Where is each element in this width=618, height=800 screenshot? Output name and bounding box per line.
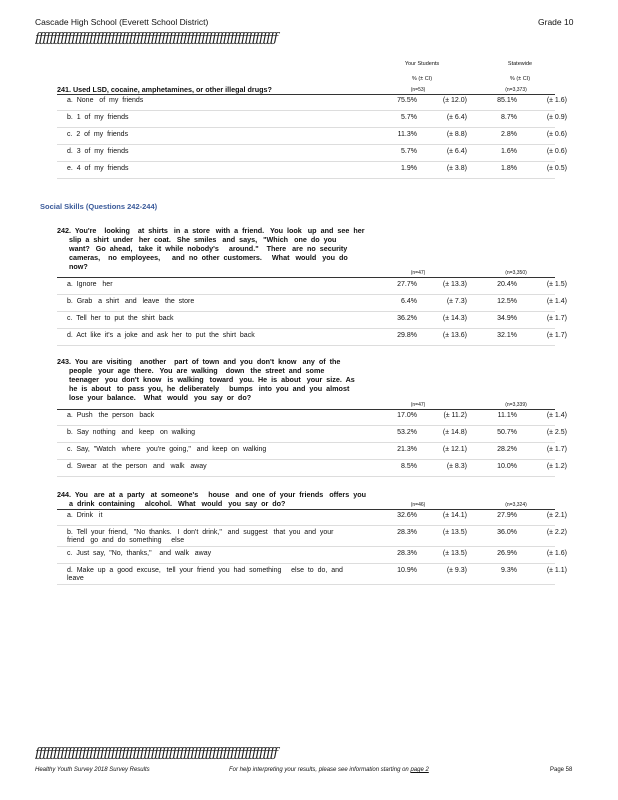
page-number: Page 58 (550, 767, 573, 773)
statewide-percent: 2.8% (501, 131, 517, 138)
answer-row (57, 312, 567, 329)
row-separator (57, 345, 555, 346)
bottom-rule: ƒƒƒƒƒƒƒƒƒƒƒƒƒƒƒƒƒƒƒƒƒƒƒƒƒƒƒƒƒƒƒƒƒƒƒƒƒƒƒƒƒƒƒƒƒƒƒƒƒƒƒƒƒƒƒƒƒƒƒƒƒƒƒƒƒƒƒ (35, 746, 277, 761)
n-state-243: (n=3,339) (505, 402, 527, 408)
statewide-percent: 34.9% (497, 315, 517, 322)
statewide-ci: (± 1.7) (546, 315, 567, 322)
statewide-ci: (± 0.5) (546, 165, 567, 172)
your-students-percent: 10.9% (397, 567, 417, 574)
footer-help-text: For help interpreting your results, please see information starting on (229, 767, 411, 773)
answer-row (57, 564, 567, 585)
col-your-students: Your Students (404, 61, 440, 67)
statewide-percent: 20.4% (497, 281, 517, 288)
n-state-241: (n=3,373) (505, 87, 527, 93)
school-header: Cascade High School (Everett School District) (35, 17, 209, 27)
statewide-percent: 11.1% (497, 412, 517, 419)
statewide-ci: (± 2.2) (546, 529, 567, 536)
answer-label: d. 3 of my friends (67, 148, 129, 155)
row-separator (57, 178, 555, 179)
n-your-243: (n=47) (410, 402, 426, 408)
n-your-244: (n=46) (410, 502, 426, 508)
question-243-block (35, 355, 567, 485)
statewide-ci: (± 1.7) (546, 446, 567, 453)
statewide-ci: (± 0.9) (546, 114, 567, 121)
answer-label: c. 2 of my friends (67, 131, 129, 138)
your-students-ci: (± 3.8) (446, 165, 467, 172)
statewide-percent: 50.7% (497, 429, 517, 436)
your-students-ci: (± 13.3) (442, 281, 467, 288)
answer-label: a. None of my friends (67, 97, 144, 104)
your-students-ci: (± 14.1) (442, 512, 467, 519)
your-students-percent: 6.4% (401, 298, 417, 305)
answer-label: e. 4 of my friends (67, 165, 129, 172)
answer-row (57, 162, 567, 179)
statewide-ci: (± 0.6) (546, 131, 567, 138)
grade-label: Grade 10 (538, 17, 574, 27)
your-students-ci: (± 6.4) (446, 148, 467, 155)
n-state-242: (n=3,350) (505, 270, 527, 276)
statewide-percent: 1.6% (501, 148, 517, 155)
answer-label: c. Tell her to put the shirt back (67, 315, 174, 322)
statewide-percent: 9.3% (501, 567, 517, 574)
answer-label: b. Grab a shirt and leave the store (67, 298, 195, 305)
col-statewide: Statewide (507, 61, 533, 67)
your-students-percent: 21.3% (397, 446, 417, 453)
answer-row (57, 426, 567, 443)
statewide-percent: 10.0% (497, 463, 517, 470)
statewide-ci: (± 0.6) (546, 148, 567, 155)
your-students-ci: (± 13.6) (442, 332, 467, 339)
answer-label: b. Tell your friend, "No thanks. I don't drink," and suggest that you and your friend go and do something else (67, 529, 334, 544)
answer-label: a. Push the person back (67, 412, 155, 419)
answer-row (57, 128, 567, 145)
answer-row (57, 443, 567, 460)
statewide-percent: 36.0% (497, 529, 517, 536)
answer-row (57, 509, 567, 526)
answer-label: d. Swear at the person and walk away (67, 463, 207, 470)
statewide-percent: 1.8% (501, 165, 517, 172)
question-244-block (35, 488, 567, 598)
section-title: Social Skills (Questions 242-244) (40, 202, 158, 211)
your-students-ci: (± 11.2) (443, 412, 467, 419)
answer-row (57, 111, 567, 128)
n-state-244: (n=3,324) (505, 502, 527, 508)
answer-row (57, 94, 567, 111)
statewide-percent: 26.9% (497, 550, 517, 557)
your-students-ci: (± 14.8) (442, 429, 467, 436)
your-students-ci: (± 6.4) (446, 114, 467, 121)
your-students-percent: 53.2% (397, 429, 417, 436)
your-students-ci: (± 14.3) (442, 315, 467, 322)
question-242-block (35, 224, 567, 349)
answer-row (57, 409, 567, 426)
your-students-percent: 29.8% (397, 332, 417, 339)
answer-row (57, 547, 567, 564)
your-students-percent: 5.7% (401, 114, 417, 121)
your-students-ci: (± 7.3) (446, 298, 467, 305)
statewide-percent: 8.7% (501, 114, 517, 121)
your-students-percent: 17.0% (397, 412, 417, 419)
your-students-ci: (± 13.5) (442, 529, 467, 536)
answer-label: c. Say, "Watch where you're going," and keep on walking (67, 446, 267, 453)
statewide-percent: 28.2% (497, 446, 517, 453)
page-2-link[interactable]: page 2 (410, 767, 429, 773)
col-pct-ci-2: % (± CI) (509, 76, 531, 82)
your-students-ci: (± 9.3) (446, 567, 467, 574)
n-your-241: (n=53) (410, 87, 426, 93)
statewide-ci: (± 1.6) (546, 550, 567, 557)
question-243-text: 243. You are visiting another part of town and you don't know any of the people your age there. You are walking down the street and some teenager you don't know is walking toward you. He is about your size. As he is about to pass you, he deliberately bumps into you and you almost lose your balance. What would you say or do? (57, 357, 355, 402)
row-separator (57, 476, 555, 477)
your-students-percent: 75.5% (397, 97, 417, 104)
answer-label: d. Act like it's a joke and ask her to put the shirt back (67, 332, 255, 339)
your-students-percent: 32.6% (397, 512, 417, 519)
answer-row (57, 295, 567, 312)
answer-row (57, 329, 567, 346)
statewide-percent: 32.1% (497, 332, 517, 339)
footer-survey: Healthy Youth Survey 2018 Survey Results (35, 767, 150, 773)
your-students-percent: 27.7% (397, 281, 417, 288)
col-pct-ci-1: % (± CI) (411, 76, 433, 82)
your-students-ci: (± 8.3) (446, 463, 467, 470)
answer-row (57, 526, 567, 547)
statewide-ci: (± 2.1) (546, 512, 567, 519)
answer-label: a. Ignore her (67, 281, 113, 288)
statewide-ci: (± 2.5) (546, 429, 567, 436)
your-students-percent: 11.3% (397, 131, 417, 138)
answer-row (57, 278, 567, 295)
top-rule: ƒƒƒƒƒƒƒƒƒƒƒƒƒƒƒƒƒƒƒƒƒƒƒƒƒƒƒƒƒƒƒƒƒƒƒƒƒƒƒƒƒƒƒƒƒƒƒƒƒƒƒƒƒƒƒƒƒƒƒƒƒƒƒƒƒƒƒ (35, 31, 277, 46)
statewide-ci: (± 1.4) (546, 298, 567, 305)
statewide-ci: (± 1.1) (546, 567, 567, 574)
your-students-ci: (± 8.8) (446, 131, 467, 138)
answer-row (57, 460, 567, 477)
statewide-ci: (± 1.6) (546, 97, 567, 104)
your-students-percent: 36.2% (397, 315, 417, 322)
question-241-text: 241. Used LSD, cocaine, amphetamines, or other illegal drugs? (57, 85, 272, 94)
answer-label: d. Make up a good excuse, tell your friend you had something else to do, and leave (67, 567, 343, 582)
your-students-percent: 5.7% (401, 148, 417, 155)
your-students-percent: 28.3% (397, 550, 417, 557)
statewide-percent: 85.1% (497, 97, 517, 104)
statewide-ci: (± 1.2) (546, 463, 567, 470)
your-students-ci: (± 13.5) (442, 550, 467, 557)
statewide-ci: (± 1.4) (546, 412, 567, 419)
answer-label: a. Drink it (67, 512, 103, 519)
n-your-242: (n=47) (410, 270, 426, 276)
your-students-percent: 1.9% (401, 165, 417, 172)
your-students-ci: (± 12.1) (442, 446, 467, 453)
question-241-block (35, 82, 567, 182)
statewide-ci: (± 1.7) (546, 332, 567, 339)
answer-label: b. Say nothing and keep on walking (67, 429, 196, 436)
answer-label: b. 1 of my friends (67, 114, 129, 121)
answer-label: c. Just say, "No, thanks," and walk away (67, 550, 212, 557)
statewide-ci: (± 1.5) (546, 281, 567, 288)
your-students-percent: 28.3% (397, 529, 417, 536)
footer-help (229, 767, 429, 773)
your-students-ci: (± 12.0) (442, 97, 467, 104)
statewide-percent: 12.5% (497, 298, 517, 305)
question-244-text: 244. You are at a party at someone's house and one of your friends offers you a drink containing alcohol. What would you say or do? (57, 490, 366, 508)
row-separator (57, 584, 555, 585)
answer-row (57, 145, 567, 162)
statewide-percent: 27.9% (497, 512, 517, 519)
question-242-text: 242. You're looking at shirts in a store with a friend. You look up and see her slip a shirt under her coat. She smiles and says, "Which one do you want? Go ahead, take it while nobody's around." There are no security cameras, no employees, and no other customers. What would you do now? (57, 226, 365, 271)
your-students-percent: 8.5% (401, 463, 417, 470)
